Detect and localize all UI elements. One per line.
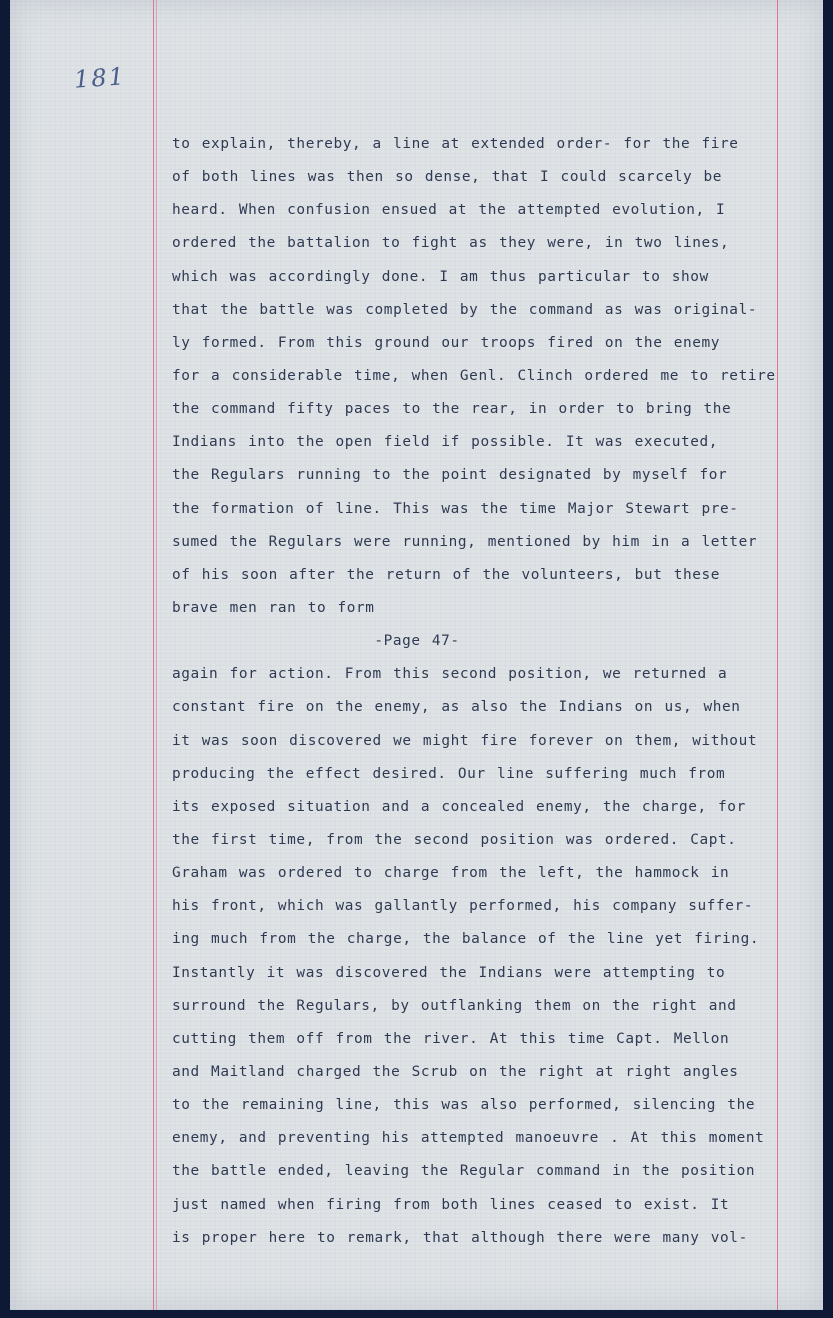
text-line: cutting them off from the river. At this time Capt. Mellon xyxy=(172,1030,730,1047)
text-line: brave men ran to form xyxy=(172,599,375,616)
text-line: of both lines was then so dense, that I could scarcely be xyxy=(172,169,723,186)
text-line: heard. When confusion ensued at the attempted evolution, I xyxy=(172,202,726,219)
text-line: sumed the Regulars were running, mentioned by him in a letter xyxy=(172,533,758,550)
text-line: for a considerable time, when Genl. Clinch ordered me to retire xyxy=(172,367,776,384)
text-line: just named when firing from both lines ceased to exist. It xyxy=(172,1196,730,1213)
typed-body-text xyxy=(172,128,823,1255)
text-line: which was accordingly done. I am thus particular to show xyxy=(172,268,709,285)
text-line: Indians into the open field if possible. It was executed, xyxy=(172,434,719,451)
left-margin-rule-inner xyxy=(156,0,157,1310)
text-line: enemy, and preventing his attempted manoeuvre . At this moment xyxy=(172,1130,765,1147)
text-line: producing the effect desired. Our line suffering much from xyxy=(172,765,726,782)
text-line: the formation of line. This was the time Major Stewart pre- xyxy=(172,500,739,517)
page-marker: -Page 47- xyxy=(374,633,460,650)
text-line: the first time, from the second position was ordered. Capt. xyxy=(172,831,737,848)
text-line: of his soon after the return of the volunteers, but these xyxy=(172,566,721,583)
text-line: ordered the battalion to fight as they were, in two lines, xyxy=(172,235,730,252)
text-line: Instantly it was discovered the Indians were attempting to xyxy=(172,964,726,981)
text-line: his front, which was gallantly performed, his company suffer- xyxy=(172,898,754,915)
text-line: the Regulars running to the point designated by myself for xyxy=(172,467,728,484)
text-line: it was soon discovered we might fire forever on them, without xyxy=(172,732,758,749)
text-line: again for action. From this second position, we returned a xyxy=(172,666,728,683)
text-line: the command fifty paces to the rear, in order to bring the xyxy=(172,401,732,418)
text-line: is proper here to remark, that although there were many vol- xyxy=(172,1229,748,1246)
text-line: ing much from the charge, the balance of the line yet firing. xyxy=(172,931,760,948)
text-line: Graham was ordered to charge from the left, the hammock in xyxy=(172,865,730,882)
text-line: and Maitland charged the Scrub on the right at right angles xyxy=(172,1063,739,1080)
handwritten-page-number: 181 xyxy=(73,62,127,94)
text-line: to the remaining line, this was also performed, silencing the xyxy=(172,1097,756,1114)
document-page xyxy=(10,0,823,1310)
text-line: to explain, thereby, a line at extended order- for the fire xyxy=(172,136,739,152)
left-margin-rule xyxy=(153,0,154,1310)
text-line: constant fire on the enemy, as also the Indians on us, when xyxy=(172,699,741,716)
text-line: that the battle was completed by the command as was original- xyxy=(172,301,758,318)
text-line: the battle ended, leaving the Regular command in the position xyxy=(172,1163,756,1180)
text-line: ly formed. From this ground our troops fired on the enemy xyxy=(172,334,721,351)
text-line: its exposed situation and a concealed enemy, the charge, for xyxy=(172,798,746,815)
text-line: surround the Regulars, by outflanking them on the right and xyxy=(172,997,737,1014)
